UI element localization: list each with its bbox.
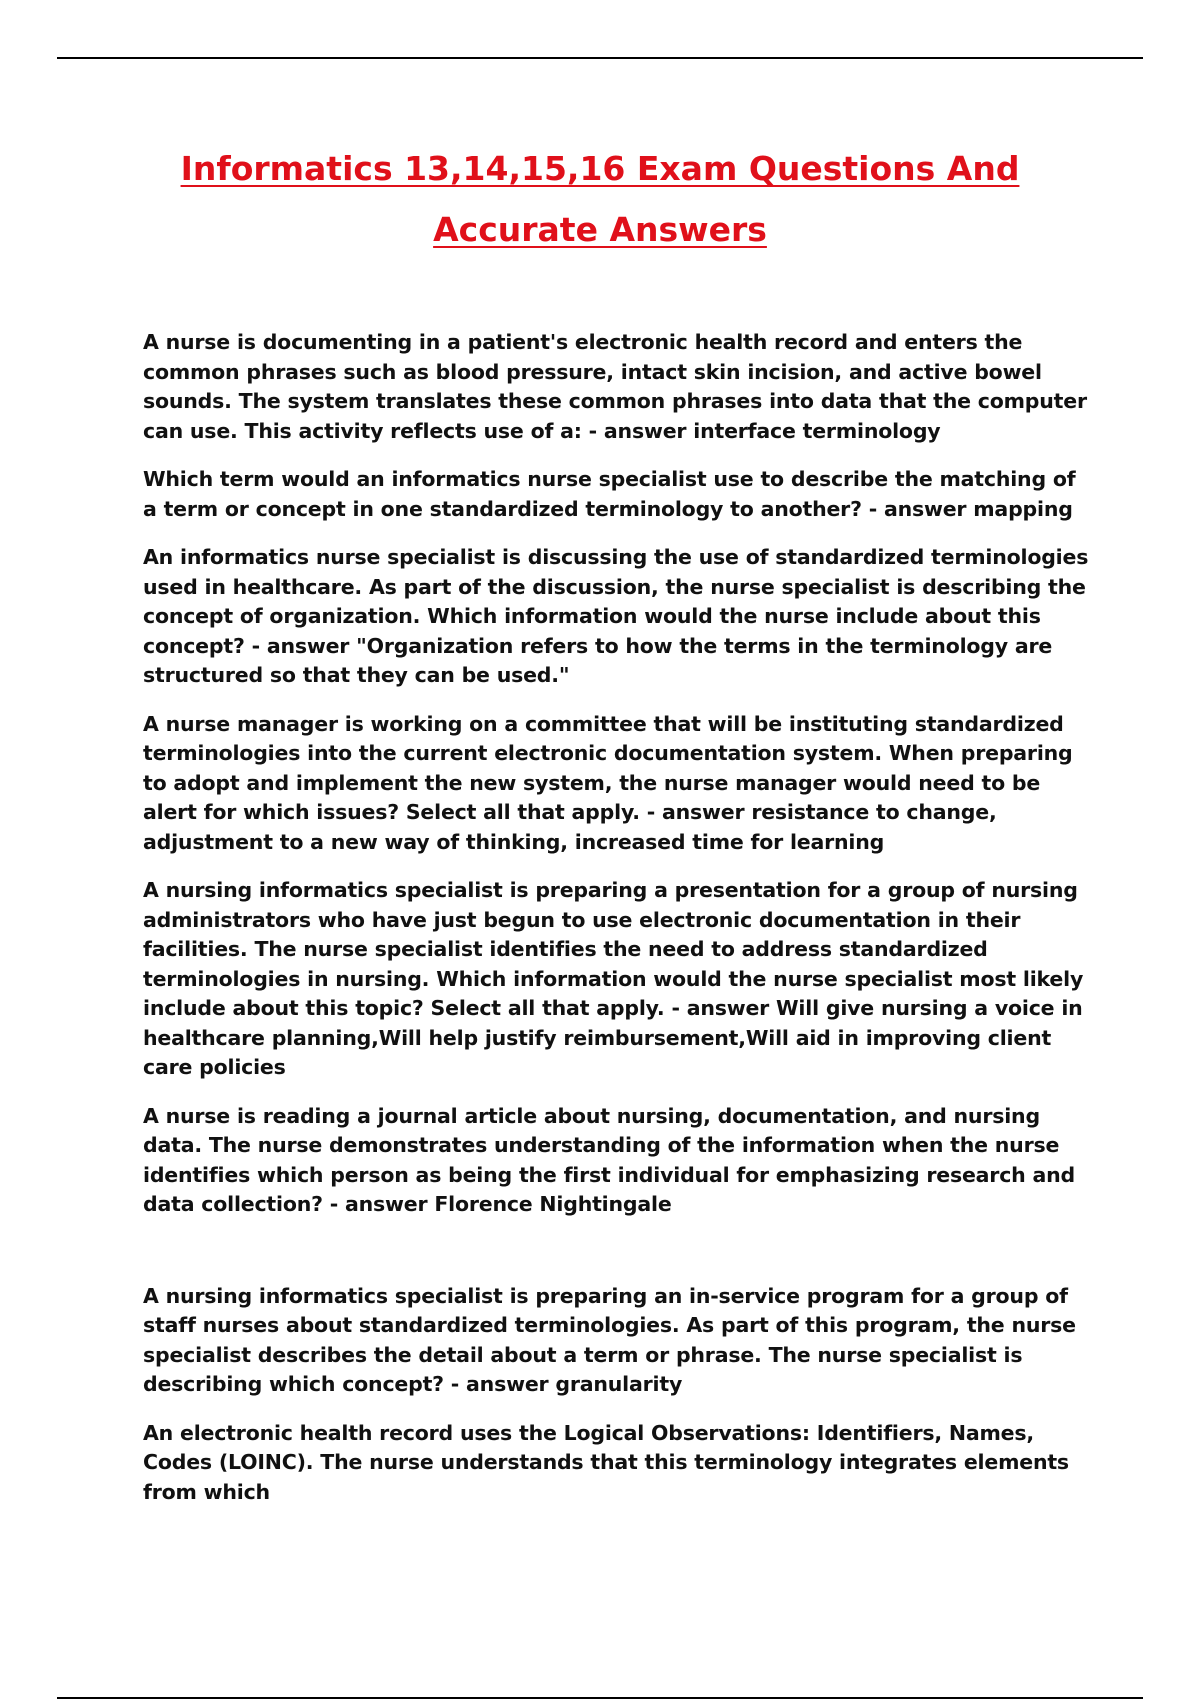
question-answer-list bbox=[143, 328, 1093, 1526]
qa-item: An informatics nurse specialist is discussing the use of standardized terminologies used in healthcare. As part of the discussion, the nurse specialist is describing the concept of organization. Which information would the nurse include about this concept? - answer "Organization refers to how the terms in the terminology are structured so that they can be used." bbox=[143, 545, 1089, 687]
qa-item: A nurse is reading a journal article about nursing, documentation, and nursing data. The nurse demonstrates understanding of the information when the nurse identifies which person as being the first individual for emphasizing research and data collection? - answer Florence Nightingale bbox=[143, 1103, 1076, 1216]
qa-item: A nurse is documenting in a patient's electronic health record and enters the common phrases such as blood pressure, intact skin incision, and active bowel sounds. The system translates these common phrases into data that the computer can use. This activity reflects use of a: - answer interface terminology bbox=[143, 330, 1087, 443]
qa-item: A nurse manager is working on a committee that will be instituting standardized terminologies into the current electronic documentation system. When preparing to adopt and implement the new system, the nurse manager would need to be alert for which issues? Select all that apply. - answer resistance to change, adjustment to a new way of thinking, increased time for learning bbox=[143, 711, 1073, 854]
document-title-line-1: Informatics 13,14,15,16 Exam Questions And bbox=[180, 149, 1020, 188]
document-title-line-2: Accurate Answers bbox=[433, 210, 767, 249]
document-title bbox=[120, 138, 1080, 260]
footer-rule bbox=[57, 1697, 1143, 1699]
qa-item: A nursing informatics specialist is preparing a presentation for a group of nursing administrators who have just begun to use electronic documentation in their facilities. The nurse specialist identifies the need to address standardized terminologies in nursing. Which information would the nurse specialist most likely include about this topic? Select all that apply. - answer Will give nursing a voice in healthcare planning,Will help justify reimbursement,Will aid in improving client care policies bbox=[143, 878, 1084, 1079]
header-rule bbox=[57, 57, 1143, 59]
qa-item: A nursing informatics specialist is preparing an in-service program for a group of staff nurses about standardized terminologies. As part of this program, the nurse specialist describes the detail about a term or phrase. The nurse specialist is describing which concept? - answer granularity bbox=[143, 1283, 1076, 1396]
qa-item: Which term would an informatics nurse specialist use to describe the matching of a term or concept in one standardized terminology to another? - answer mapping bbox=[143, 467, 1076, 521]
qa-item: An electronic health record uses the Logical Observations: Identifiers, Names, Codes (LOINC). The nurse understands that this terminology integrates elements from which bbox=[143, 1420, 1069, 1504]
